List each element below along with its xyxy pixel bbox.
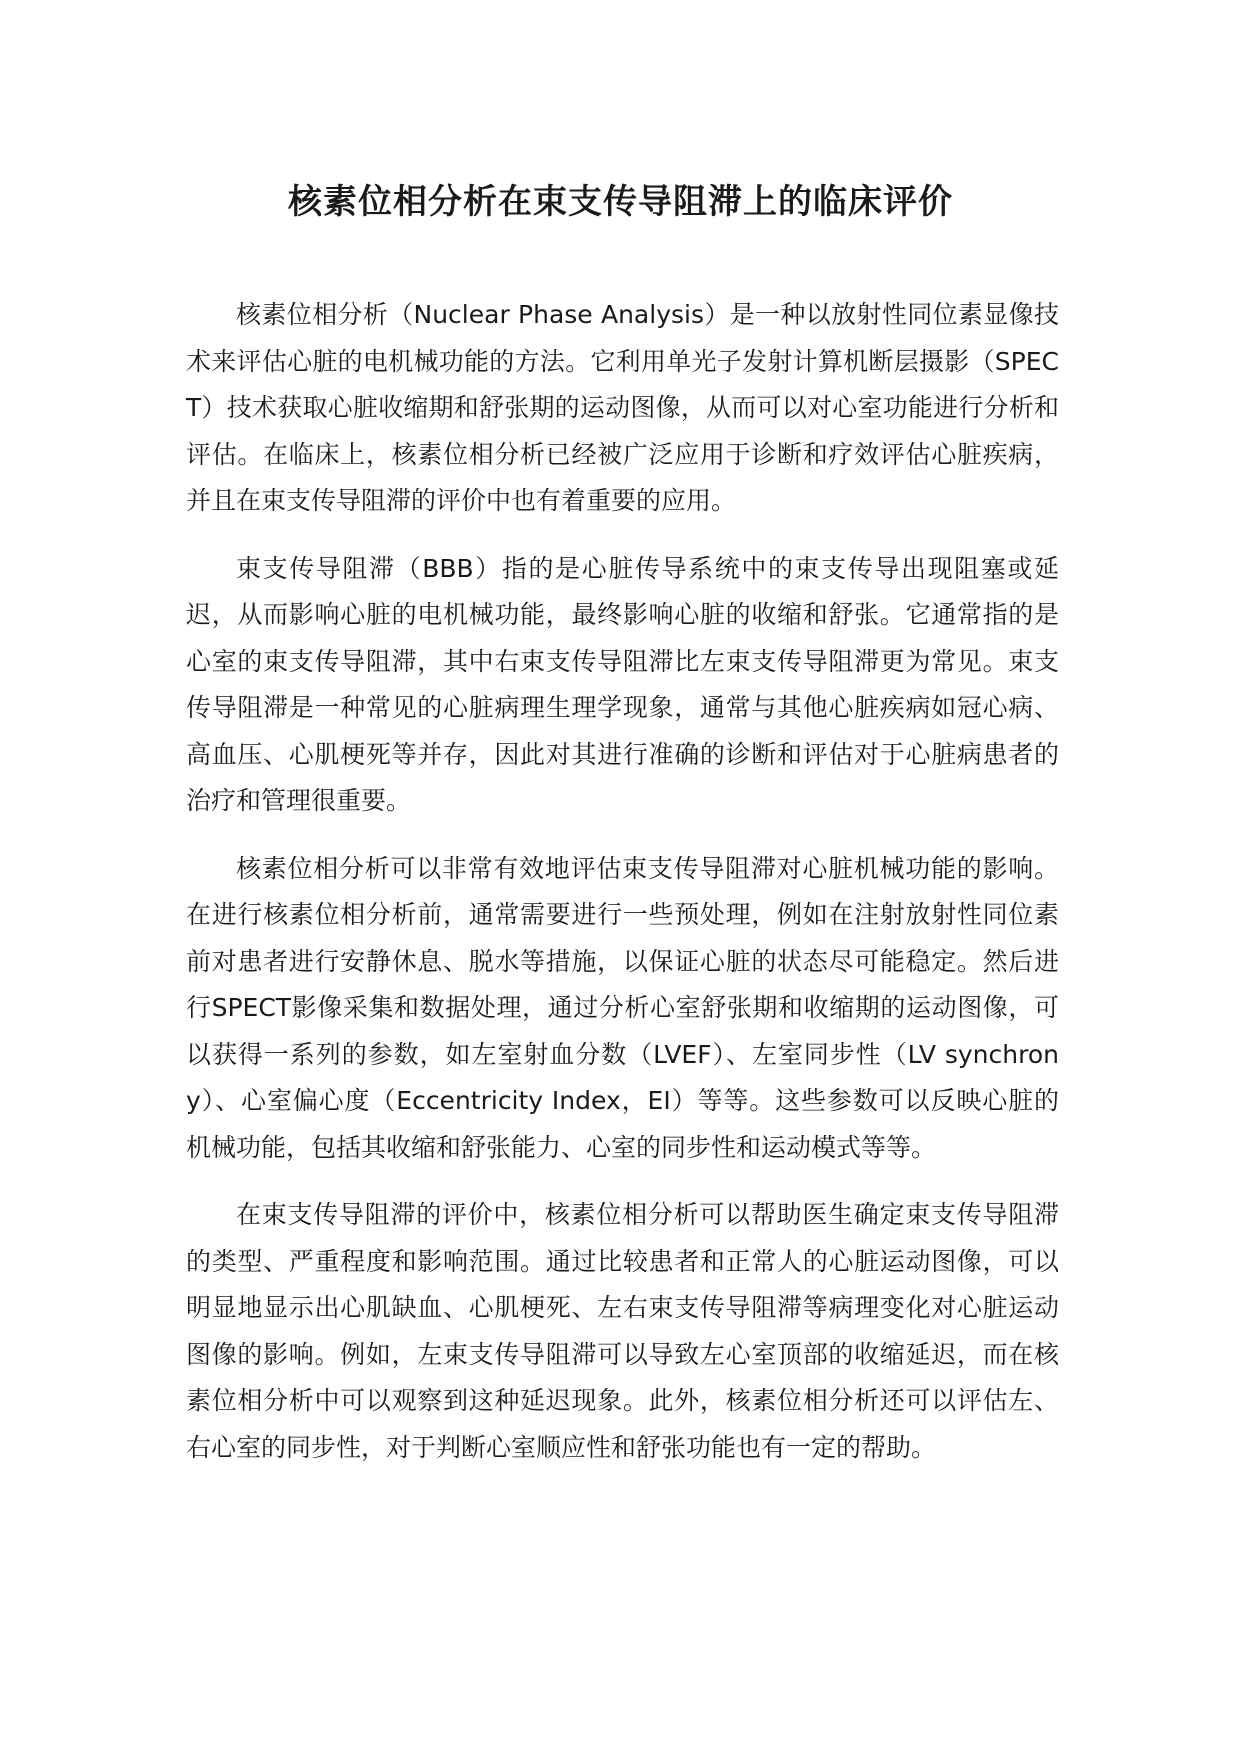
paragraph-intro: 核素位相分析（Nuclear Phase Analysis）是一种以放射性同位素显像技术来评估心脏的电机械功能的方法。它利用单光子发射计算机断层摄影（SPECT）技术获取心脏收缩期和舒张期的运动图像，从而可以对心室功能进行分析和评估。在临床上，核素位相分析已经被广泛应用于诊断和疗效评估心脏疾病，并且在束支传导阻滞的评价中也有着重要的应用。 <box>186 300 1059 515</box>
paragraph-phase-analysis-method: 核素位相分析可以非常有效地评估束支传导阻滞对心脏机械功能的影响。在进行核素位相分析前，通常需要进行一些预处理，例如在注射放射性同位素前对患者进行安静休息、脱水等措施，以保证心脏的状态尽可能稳定。然后进行SPECT影像采集和数据处理，通过分析心室舒张期和收缩期的运动图像，可以获得一系列的参数，如左室射血分数（LVEF）、左室同步性（LV synchrony）、心室偏心度（Eccentricity Index，EI）等等。这些参数可以反映心脏的机械功能，包括其收缩和舒张能力、心室的同步性和运动模式等等。 <box>186 853 1059 1162</box>
document-title: 核素位相分析在束支传导阻滞上的临床评价 <box>288 182 953 222</box>
paragraph-bbb-definition: 束支传导阻滞（BBB）指的是心脏传导系统中的束支传导出现阻塞或延迟，从而影响心脏的电机械功能，最终影响心脏的收缩和舒张。它通常指的是心室的束支传导阻滞，其中右束支传导阻滞比左束支传导阻滞更为常见。束支传导阻滞是一种常见的心脏病理生理学现象，通常与其他心脏疾病如冠心病、高血压、心肌梗死等并存，因此对其进行准确的诊断和评估对于心脏病患者的治疗和管理很重要。 <box>186 553 1059 815</box>
paragraph-clinical-evaluation: 在束支传导阻滞的评价中，核素位相分析可以帮助医生确定束支传导阻滞的类型、严重程度和影响范围。通过比较患者和正常人的心脏运动图像，可以明显地显示出心肌缺血、心肌梗死、左右束支传导阻滞等病理变化对心脏运动图像的影响。例如，左束支传导阻滞可以导致左心室顶部的收缩延迟，而在核素位相分析中可以观察到这种延迟现象。此外，核素位相分析还可以评估左、右心室的同步性，对于判断心室顺应性和舒张功能也有一定的帮助。 <box>186 1200 1059 1462</box>
document-body <box>186 292 1059 1492</box>
